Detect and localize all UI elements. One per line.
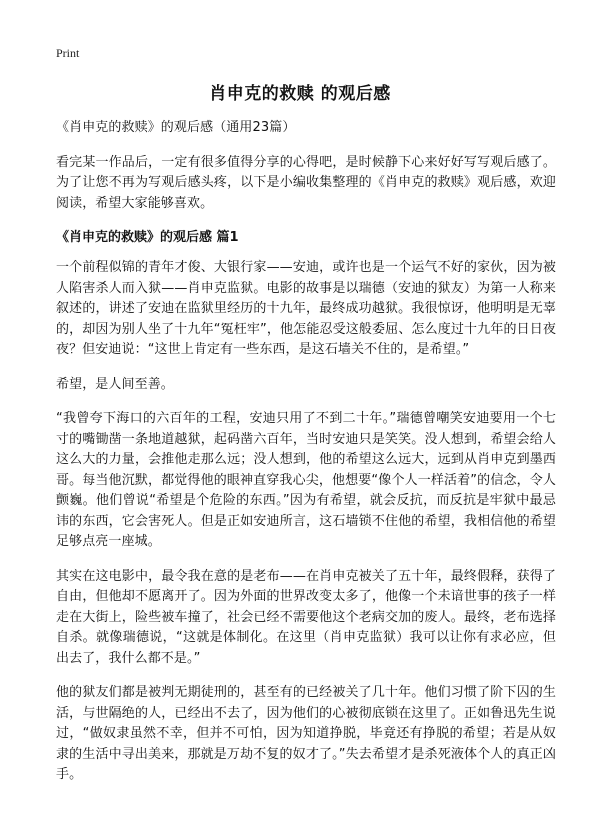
paragraph-5: 他的狱友们都是被判无期徒刑的，甚至有的已经被关了几十年。他们习惯了阶下囚的生活，与世隔绝的人，已经出不去了，因为他们的心被彻底锁在这里了。正如鲁迅先生说过，“做奴隶虽然不幸，但并不可怕，因为知道挣脱，毕竟还有挣脱的希望；若是从奴隶的生活中寻出美来，那就是万劫不复的奴才了。”失去希望才是杀死液体个人的真正凶手。	[56, 685, 556, 782]
article-subtitle: 《肖申克的救赎》的观后感（通用23篇）	[56, 120, 296, 135]
section-heading: 《肖申克的救赎》的观后感 篇1	[56, 230, 239, 245]
paragraph-1: 一个前程似锦的青年才俊、大银行家——安迪，或许也是一个运气不好的家伙，因为被人陷害杀人而入狱——肖申克监狱。电影的故事是以瑞德（安迪的狱友）为第一人称来叙述的，讲述了安迪在监狱里经历的十九年，最终成功越狱。我很惊讶，他明明是无辜的，却因为别人坐了十九年“冤枉牢”，他怎能忍受这般委屈、怎么度过十九年的日日夜夜？但安迪说：“这世上肯定有一些东西，是这石墙关不住的，是希望。”	[56, 260, 556, 357]
paragraph-2: 希望，是人间至善。	[56, 376, 174, 392]
intro-paragraph: 看完某一作品后，一定有很多值得分享的心得吧，是时候静下心来好好写写观后感了。为了让您不再为写观后感头疼，以下是小编收集整理的《肖申克的救赎》观后感，欢迎阅读，希望大家能够喜欢。	[56, 154, 556, 211]
article-body	[56, 118, 556, 800]
page-title: 肖申克的救赎 的观后感	[209, 84, 391, 104]
print-link[interactable]: Print	[56, 46, 80, 60]
paragraph-3: “我曾夸下海口的六百年的工程，安迪只用了不到二十年。”瑞德曾嘲笑安迪要用一个七寸的嘴锄凿一条地道越狱，起码凿六百年，当时安迪只是笑笑。没人想到，希望会给人这么大的力量，会推他走那么远；没人想到，他的希望这么远大，远到从肖申克到墨西哥。每当他沉默，都觉得他的眼神直穿我心尖，他想要“像个人一样活着”的信念，令人颤巍。他们曾说“希望是个危险的东西。”因为有希望，就会反抗，而反抗是牢狱中最忌讳的东西，它会害死人。但是正如安迪所言，这石墙锁不住他的希望，我相信他的希望足够点亮一座城。	[56, 411, 556, 549]
paragraph-4: 其实在这电影中，最令我在意的是老布——在肖申克被关了五十年，最终假释，获得了自由，但他却不愿离开了。因为外面的世界改变太多了，他像一个未谙世事的孩子一样走在大街上，险些被车撞了，社会已经不需要他这个老病交加的废人。最终，老布选择自杀。就像瑞德说，“这就是体制化。在这里（肖申克监狱）我可以让你有求必应，但出去了，我什么都不是。”	[56, 568, 556, 666]
